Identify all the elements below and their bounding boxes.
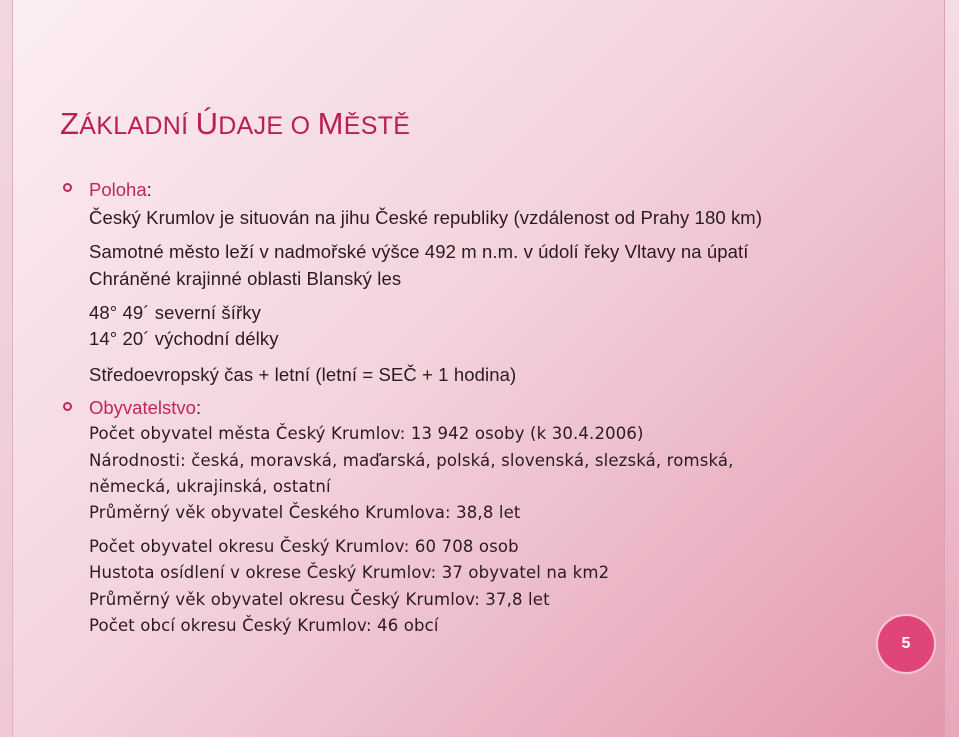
section-heading-population-colon: :: [195, 397, 202, 418]
slide-frame-right: [944, 0, 959, 737]
page-number-badge: 5: [876, 614, 936, 674]
title-initial-u: Ú: [195, 106, 219, 141]
location-line: 48° 49´ severní šířky: [89, 302, 261, 323]
title-part-2: DAJE O: [218, 112, 318, 140]
title-part-3: ĚSTĚ: [343, 112, 411, 140]
bullet-circle-icon: [63, 402, 72, 411]
location-line: Středoevropský čas + letní (letní = SEČ + 1 hodina): [89, 364, 517, 385]
location-line: Český Krumlov je situován na jihu České republiky (vzdálenost od Prahy 180 km): [89, 207, 763, 228]
title-part-1: ÁKLADNÍ: [79, 112, 196, 140]
slide-frame-left: [0, 0, 13, 737]
population-line: Průměrný věk obyvatel okresu Český Krumlov: 37,8 let: [89, 590, 550, 609]
population-line: Počet obyvatel města Český Krumlov: 13 942 osoby (k 30.4.2006): [89, 424, 644, 443]
population-line: Hustota osídlení v okrese Český Krumlov: 37 obyvatel na km2: [89, 563, 610, 582]
population-line: Počet obcí okresu Český Krumlov: 46 obcí: [89, 616, 439, 635]
population-line: Národnosti: česká, moravská, maďarská, polská, slovenská, slezská, romská,: [89, 451, 734, 470]
section-heading-location-colon: :: [146, 179, 152, 200]
population-line: německá, ukrajinská, ostatní: [89, 477, 331, 496]
population-line: Počet obyvatel okresu Český Krumlov: 60 708 osob: [89, 537, 519, 556]
section-heading-population: [89, 397, 201, 419]
section-heading-population-label: Obyvatelstvo: [89, 397, 196, 418]
location-line: 14° 20´ východní délky: [89, 328, 279, 349]
population-line: Průměrný věk obyvatel Českého Krumlova: 38,8 let: [89, 503, 521, 522]
title-initial-m: M: [317, 106, 344, 141]
title-initial-z: Z: [60, 106, 80, 141]
location-line: Chráněné krajinné oblasti Blanský les: [89, 268, 402, 289]
page-title: [60, 106, 410, 142]
section-heading-location-label: Poloha: [89, 179, 147, 200]
section-heading-location: [89, 179, 152, 201]
bullet-circle-icon: [63, 183, 72, 192]
location-line: Samotné město leží v nadmořské výšce 492 m n.m. v údolí řeky Vltavy na úpatí: [89, 241, 749, 262]
